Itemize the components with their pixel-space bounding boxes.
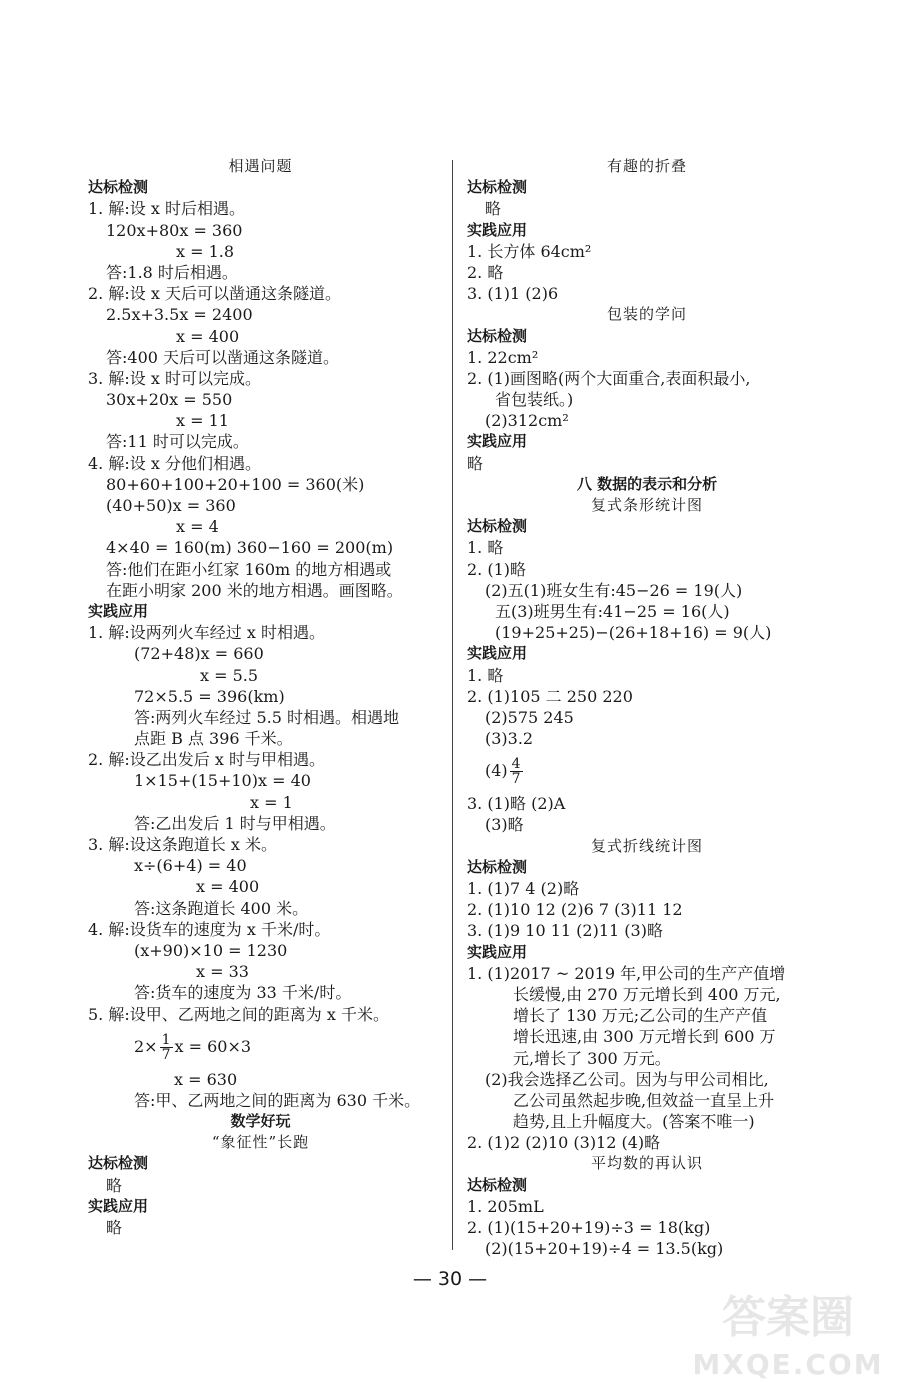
- answer-line: 2. 解:设 x 天后可以凿通这条隧道。: [88, 284, 341, 304]
- answer-line: 2. 解:设乙出发后 x 时与甲相遇。: [88, 750, 325, 770]
- answer-line: 答:1.8 时后相遇。: [106, 262, 238, 282]
- section-title: 平均数的再认识: [590, 1154, 703, 1173]
- answer-line: 2. (1)105 二 250 220: [467, 686, 633, 706]
- fraction: [510, 757, 523, 786]
- answer-line: 5. 解:设甲、乙两地之间的距离为 x 千米。: [88, 1004, 389, 1024]
- answer-line: 2.5x+3.5x = 2400: [106, 305, 253, 325]
- answer-line: 2. (1)略: [467, 559, 527, 579]
- right-column: [467, 156, 827, 1259]
- fraction-denominator: 7: [161, 1046, 171, 1063]
- answer-line: x = 1.8: [176, 241, 235, 261]
- section-title: 复式折线统计图: [590, 836, 703, 855]
- answer-line: 3. 解:设 x 时可以完成。: [88, 368, 261, 388]
- answer-line: (2)(15+20+19)÷4 = 13.5(kg): [485, 1239, 724, 1259]
- subheading: 实践应用: [467, 432, 528, 451]
- watermark-top-text: 答案圈: [722, 1292, 854, 1343]
- fraction: [160, 1033, 173, 1062]
- answer-line: (3)略: [485, 815, 524, 835]
- fraction-numerator: 1: [161, 1031, 171, 1048]
- answer-line: 4. 解:设货车的速度为 x 千米/时。: [88, 919, 331, 939]
- subheading: 实践应用: [467, 644, 528, 663]
- answer-line: 答:两列火车经过 5.5 时相遇。相遇地: [134, 707, 400, 727]
- answer-line: x = 5.5: [200, 665, 259, 685]
- left-column: [88, 156, 433, 1238]
- answer-line: x÷(6+4) = 40: [134, 856, 247, 876]
- answer-line: 乙公司虽然起步晚,但效益一直呈上升: [513, 1090, 775, 1110]
- section-title: 有趣的折叠: [606, 157, 687, 175]
- answer-line: 1×15+(15+10)x = 40: [134, 771, 311, 791]
- answer-line: 72×5.5 = 396(km): [134, 686, 285, 706]
- answer-line: (x+90)×10 = 1230: [134, 940, 288, 960]
- subheading: 达标检测: [467, 178, 528, 197]
- answer-line: 2. (1)画图略(两个大面重合,表面积最小,: [467, 368, 751, 388]
- subheading: 达标检测: [467, 326, 528, 345]
- fraction-line: [88, 1025, 433, 1069]
- answer-line: (40+50)x = 360: [106, 496, 236, 515]
- answer-line: 1. 解:设 x 时后相遇。: [88, 199, 245, 219]
- fraction-prefix: (4): [485, 761, 508, 781]
- answer-line: x = 4: [176, 517, 219, 537]
- answer-line: (19+25+25)−(26+18+16) = 9(人): [495, 623, 772, 643]
- answer-line: x = 1: [250, 792, 293, 812]
- answer-line: 增长迅速,由 300 万元增长到 600 万: [513, 1027, 776, 1047]
- answer-line: (2)575 245: [485, 707, 574, 727]
- answer-line: 答:400 天后可以凿通这条隧道。: [106, 347, 340, 367]
- section-title: 复式条形统计图: [590, 496, 703, 514]
- answer-line: 2. (1)2 (2)10 (3)12 (4)略: [467, 1133, 661, 1153]
- answer-line: (72+48)x = 660: [134, 644, 264, 664]
- subheading: 达标检测: [467, 1175, 528, 1194]
- subheading: 达标检测: [467, 517, 528, 536]
- answer-line: 4. 解:设 x 分他们相遇。: [88, 453, 261, 473]
- answer-line: 答:他们在距小红家 160m 的地方相遇或: [106, 559, 392, 579]
- answer-line: 1. 略: [467, 538, 504, 558]
- answer-line: 1. 22cm²: [467, 347, 539, 367]
- fraction-numerator: 4: [511, 756, 521, 773]
- answer-line: 在距小明家 200 米的地方相遇。画图略。: [106, 580, 403, 600]
- subheading: 实践应用: [88, 601, 149, 620]
- answer-line: x = 400: [176, 326, 240, 346]
- answer-line: 3. (1)略 (2)A: [467, 794, 566, 814]
- section-title: 包装的学问: [606, 305, 687, 324]
- answer-line: 趋势,且上升幅度大。(答案不唯一): [513, 1112, 755, 1132]
- answer-line: 1. 205mL: [467, 1196, 544, 1216]
- answer-line: 4×40 = 160(m) 360−160 = 200(m): [106, 538, 394, 558]
- answer-line: 2. 略: [467, 262, 504, 282]
- watermark-logo: [688, 1274, 888, 1384]
- subheading: 实践应用: [467, 942, 528, 961]
- answer-line: 略: [106, 1218, 123, 1237]
- answer-line: 五(3)班男生有:41−25 = 16(人): [495, 601, 730, 621]
- section-title: 相遇问题: [228, 157, 293, 175]
- answer-line: 略: [467, 453, 484, 473]
- answer-line: 答:这条跑道长 400 米。: [134, 898, 309, 918]
- subheading: 达标检测: [467, 857, 528, 876]
- answer-line: 3. 解:设这条跑道长 x 米。: [88, 835, 277, 854]
- answer-line: 1. 长方体 64cm²: [467, 241, 592, 261]
- answer-line: 1. (1)7 4 (2)略: [467, 879, 580, 898]
- answer-line: 120x+80x = 360: [106, 220, 243, 240]
- answer-line: 答:乙出发后 1 时与甲相遇。: [134, 813, 336, 833]
- fraction-suffix: x = 60×3: [174, 1036, 252, 1056]
- fraction-denominator: 7: [511, 771, 521, 788]
- subheading: 达标检测: [88, 178, 149, 197]
- answer-line: 略: [485, 199, 502, 219]
- answer-line: 2. (1)10 12 (2)6 7 (3)11 12: [467, 900, 683, 920]
- column-divider: [452, 160, 453, 1250]
- answer-line: 3. (1)9 10 11 (2)11 (3)略: [467, 921, 663, 941]
- answer-line: 元,增长了 300 万元。: [513, 1048, 671, 1068]
- subheading: 实践应用: [88, 1196, 149, 1215]
- answer-line: 1. (1)2017 ~ 2019 年,甲公司的生产产值增: [467, 963, 786, 983]
- answer-line: 30x+20x = 550: [106, 390, 233, 410]
- answer-line: (3)3.2: [485, 729, 534, 749]
- answer-line: 1. 略: [467, 665, 504, 685]
- answer-line: 答:11 时可以完成。: [106, 432, 249, 452]
- answer-line: 1. 解:设两列火车经过 x 时相遇。: [88, 623, 325, 643]
- answer-line: 答:货车的速度为 33 千米/时。: [134, 983, 352, 1003]
- answer-line: 省包装纸。): [495, 390, 574, 410]
- answer-line: 答:甲、乙两地之间的距离为 630 千米。: [134, 1090, 421, 1110]
- fraction-prefix: 2×: [134, 1036, 158, 1056]
- chapter-title: 八 数据的表示和分析: [576, 474, 718, 493]
- answer-line: 略: [106, 1175, 123, 1195]
- answer-line: (2)我会选择乙公司。因为与甲公司相比,: [485, 1069, 769, 1089]
- answer-line: x = 400: [196, 877, 260, 897]
- answer-line: 点距 B 点 396 千米。: [134, 729, 293, 749]
- answer-line: 长缓慢,由 270 万元增长到 400 万元,: [513, 984, 781, 1004]
- answer-line: x = 630: [174, 1069, 238, 1089]
- answer-line: (2)五(1)班女生有:45−26 = 19(人): [485, 580, 743, 600]
- answer-line: x = 11: [176, 411, 229, 431]
- fraction-line: [467, 749, 827, 793]
- chapter-title: 数学好玩: [230, 1112, 291, 1131]
- subheading: 实践应用: [467, 220, 528, 239]
- answer-line: 2. (1)(15+20+19)÷3 = 18(kg): [467, 1218, 711, 1237]
- answer-line: x = 33: [196, 962, 249, 982]
- page-number: — 30 —: [412, 1268, 488, 1290]
- watermark-bottom-text: MXQE.COM: [692, 1348, 884, 1381]
- answer-line: (2)312cm²: [485, 411, 569, 431]
- section-title: “象征性”长跑: [211, 1133, 310, 1152]
- subheading: 达标检测: [88, 1154, 149, 1173]
- answer-line: 3. (1)1 (2)6: [467, 284, 559, 304]
- answer-line: 80+60+100+20+100 = 360(米): [106, 474, 365, 494]
- answer-line: 增长了 130 万元;乙公司的生产产值: [513, 1006, 768, 1026]
